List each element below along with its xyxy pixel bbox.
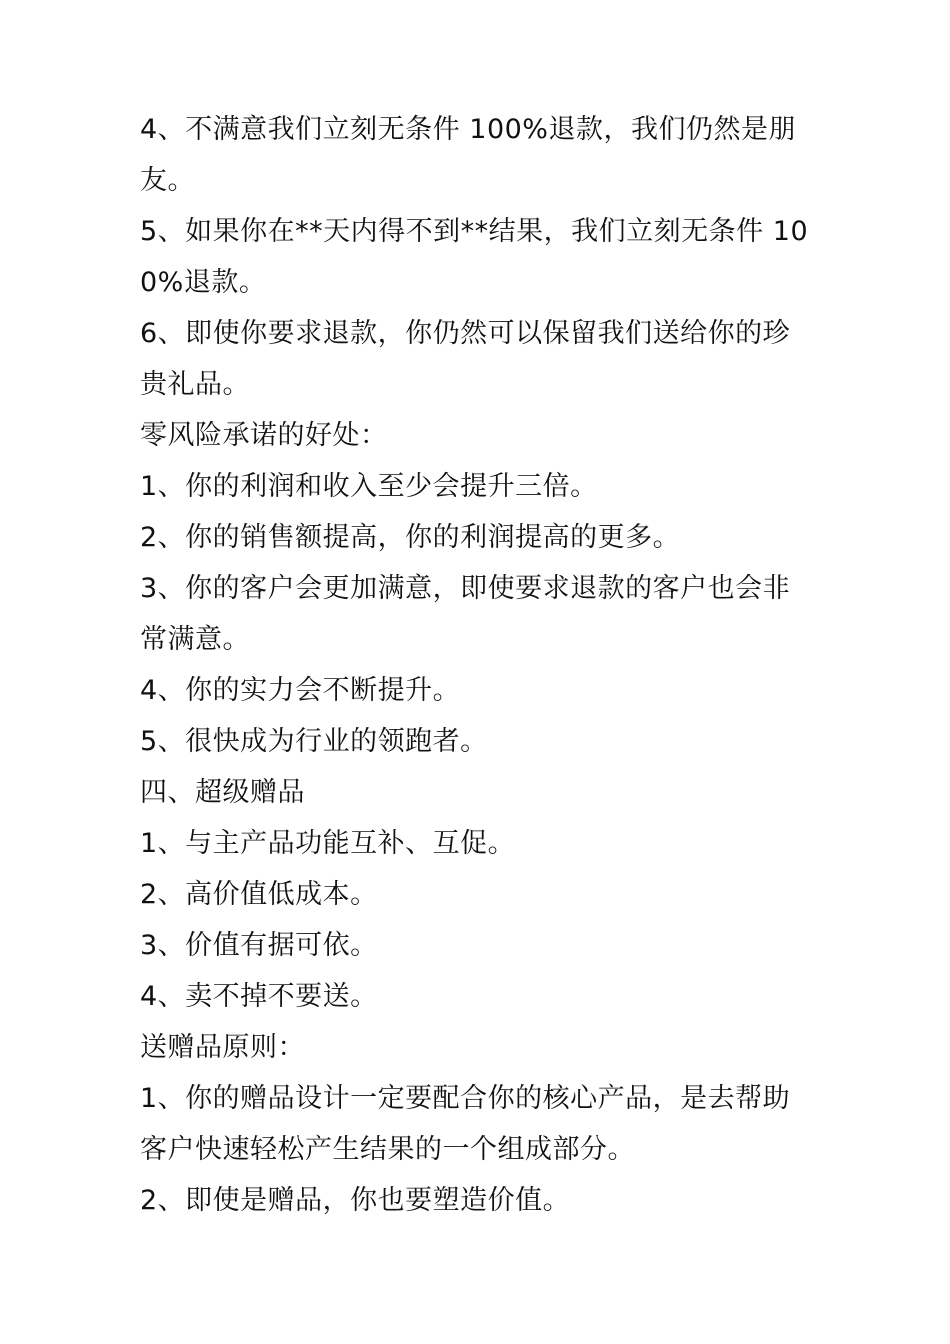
paragraph-principle-core-product: 1、你的赠品设计一定要配合你的核心产品，是去帮助客户快速轻松产生结果的一个组成部分。: [140, 1083, 791, 1165]
paragraph-principle-build-value: 2、即使是赠品，你也要塑造价值。: [140, 1185, 571, 1216]
paragraph-gift-unsellable: 4、卖不掉不要送。: [140, 981, 378, 1012]
paragraph-gift-value-basis: 3、价值有据可依。: [140, 930, 378, 961]
paragraph-refund-no-result: 5、如果你在**天内得不到**结果，我们立刻无条件 100%退款。: [140, 216, 809, 298]
heading-zero-risk-benefits: 零风险承诺的好处：: [140, 420, 388, 451]
paragraph-benefit-profit: 1、你的利润和收入至少会提升三倍。: [140, 471, 598, 502]
paragraph-benefit-strength: 4、你的实力会不断提升。: [140, 675, 461, 706]
heading-super-gift: 四、超级赠品: [140, 777, 305, 808]
paragraph-benefit-sales: 2、你的销售额提高，你的利润提高的更多。: [140, 522, 681, 553]
paragraph-gift-value-cost: 2、高价值低成本。: [140, 879, 378, 910]
paragraph-gift-complement: 1、与主产品功能互补、互促。: [140, 828, 516, 859]
paragraph-benefit-satisfaction: 3、你的客户会更加满意，即使要求退款的客户也会非常满意。: [140, 573, 791, 655]
paragraph-keep-gift: 6、即使你要求退款，你仍然可以保留我们送给你的珍贵礼品。: [140, 318, 791, 400]
paragraph-refund-unsatisfied: 4、不满意我们立刻无条件 100%退款，我们仍然是朋友。: [140, 114, 796, 196]
document-body: [140, 104, 812, 1226]
paragraph-benefit-leader: 5、很快成为行业的领跑者。: [140, 726, 488, 757]
heading-gift-principles: 送赠品原则：: [140, 1032, 305, 1063]
